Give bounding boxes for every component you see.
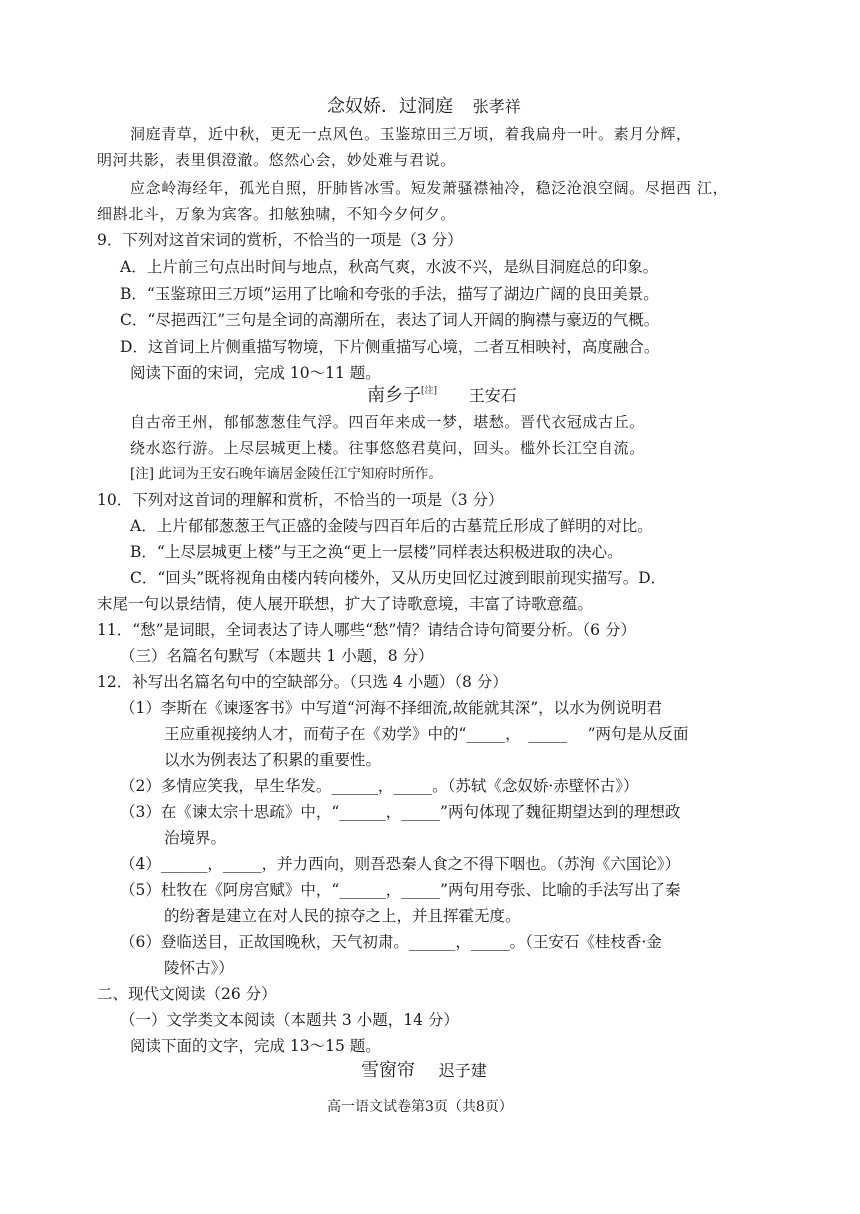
question-10-option-c: C．“回头”既将视角由楼内转向楼外，又从历史回忆过渡到眼前现实描写。D．: [130, 569, 667, 587]
section-heading: （一）文学类文本阅读（本题共 3 小题，14 分）: [120, 1011, 459, 1029]
question-12-item: （5）杜牧在《阿房宫赋》中，“______，_____”两句用夸张、比喻的手法写出了秦: [120, 881, 681, 899]
question-12-item: （1）李斯在《谏逐客书》中写道“河海不择细流,故能就其深”，以水为例说明君: [120, 699, 663, 717]
poem-line: 应念岭海经年，孤光自照，肝肺皆冰雪。短发萧骚襟袖冷，稳泛沧浪空阔。尽挹西 江，: [130, 179, 729, 197]
reading-instruction: 阅读下面的文字，完成 13～15 题。: [130, 1037, 381, 1055]
question-9-stem: 9．下列对这首宋词的赏析，不恰当的一项是（3 分）: [97, 231, 463, 249]
poem-author: 王安石: [468, 386, 517, 405]
question-12-item: 陵怀古》）: [164, 959, 234, 977]
note-marker: [注]: [421, 386, 438, 396]
poem-line: 自古帝王州，郁郁葱葱佳气浮。四百年来成一梦，堪愁。晋代衣冠成古丘。: [130, 413, 645, 431]
poem-title-text: 雪窗帘: [361, 1060, 415, 1081]
question-12-item: 王应重视接纳人才，而荀子在《劝学》中的“_____， _____ ”两句是从反面: [164, 725, 689, 743]
question-10-option-d: 末尾一句以景结情，使人展开联想，扩大了诗歌意境，丰富了诗歌意蕴。: [97, 595, 594, 613]
question-11: 11．“愁”是词眼，全词表达了诗人哪些“愁”情？请结合诗句简要分析。（6 分）: [97, 621, 636, 639]
question-9-option-c: C．“尽挹西江”三句是全词的高潮所在，表达了词人开阔的胸襟与豪迈的气概。: [120, 311, 660, 329]
poem-line: 细斟北斗，万象为宾客。扣舷独啸，不知今夕何夕。: [97, 205, 456, 223]
section-heading: （三）名篇名句默写（本题共 1 小题，8 分）: [120, 647, 434, 665]
poem-author: 迟子建: [438, 1061, 487, 1080]
question-9-option-b: B．“玉鉴琼田三万顷”运用了比喻和夸张的手法，描写了湖边广阔的良田美景。: [120, 285, 659, 303]
poem-line: 绕水恣行游。上尽层城更上楼。往事悠悠君莫问，回头。槛外长江空自流。: [130, 439, 645, 457]
poem-title-text: 南乡子: [367, 385, 421, 406]
question-12-item: （2）多情应笑我，早生华发。______，_____。（苏轼《念奴娇·赤壁怀古》）: [120, 777, 639, 795]
question-12-item: 治境界。: [164, 829, 227, 847]
part-heading: 二、现代文阅读（26 分）: [97, 985, 277, 1003]
page-footer: 高一语文试卷第3页（共8页）: [327, 1099, 513, 1115]
question-12-item: （3）在《谏太宗十思疏》中，“______，_____”两句体现了魏征期望达到的理想政: [120, 803, 681, 821]
question-9-option-a: A．上片前三句点出时间与地点，秋高气爽，水波不兴，是纵目洞庭总的印象。: [120, 258, 659, 276]
reading-instruction: 阅读下面的宋词，完成 10～11 题。: [130, 364, 381, 382]
question-10-option-b: B．“上尽层城更上楼”与王之涣“更上一层楼”同样表达积极进取的决心。: [130, 543, 623, 561]
question-12-item: 以水为例表达了积累的重要性。: [164, 751, 382, 769]
question-12-item: （6）登临送目，正故国晚秋，天气初肃。______，_____。（王安石《桂枝香·金: [120, 933, 662, 951]
poem-title: [361, 1061, 487, 1081]
poem-title: [367, 386, 517, 409]
question-12-item: 的纷奢是建立在对人民的掠夺之上，并且挥霍无度。: [164, 907, 521, 925]
question-10-stem: 10．下列对这首词的理解和赏析，不恰当的一项是（3 分）: [97, 491, 504, 509]
poem-note: [注] 此词为王安石晚年谪居金陵任江宁知府时所作。: [130, 466, 442, 482]
poem-line: 洞庭青草，近中秋，更无一点风色。玉鉴琼田三万顷，着我扁舟一叶。素月分辉，: [130, 125, 692, 143]
poem-title: [327, 97, 521, 117]
poem-title-text: 念奴娇．过洞庭: [327, 96, 453, 117]
question-10-option-a: A．上片郁郁葱葱王气正盛的金陵与四百年后的古墓荒丘形成了鲜明的对比。: [130, 517, 653, 535]
poem-line: 明河共影，表里俱澄澈。悠然心会，妙处难与君说。: [97, 151, 456, 169]
poem-author: 张孝祥: [472, 97, 521, 116]
question-12-item: （4）______，_____，并力西向，则吾恐秦人食之不得下咽也。（苏洵《六国论》）: [120, 855, 681, 873]
question-9-option-d: D．这首词上片侧重描写物境，下片侧重描写心境，二者互相映衬，高度融合。: [120, 338, 660, 356]
question-12-stem: 12．补写出名篇名句中的空缺部分。（只选 4 小题）（8 分）: [97, 673, 508, 691]
